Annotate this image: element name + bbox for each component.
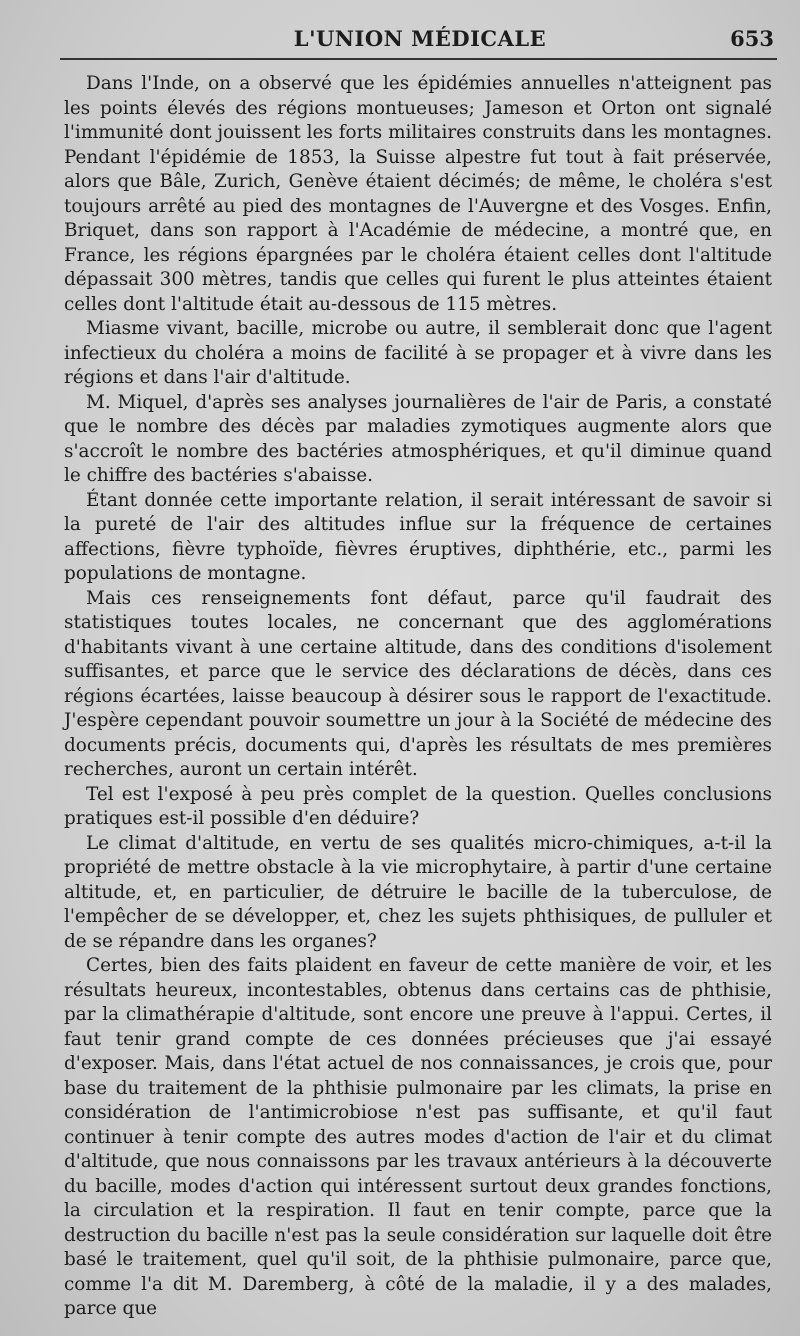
paragraph-1: Dans l'Inde, on a observé que les épidémies annuelles n'atteignent pas les points élevés des régions montueuses; Jameson et Orton ont signalé l'immunité dont jouissent les forts militaires construits dans les montagnes. Pendant l'épidémie de 1853, la Suisse alpestre fut tout à fait préservée, alors que Bâle, Zurich, Genève étaient décimés; de même, le choléra s'est toujours arrêté au pied des montagnes de l'Auvergne et des Vosges. Enfin, Briquet, dans son rapport à l'Académie de médecine, a montré que, en France, les régions épargnées par le choléra étaient celles dont l'altitude dépassait 300 mètres, tandis que celles qui furent le plus atteintes étaient celles dont l'altitude était au-dessous de 115 mètres.	[64, 73, 772, 315]
paragraph-7: Le climat d'altitude, en vertu de ses qualités micro-chimiques, a-t-il la propriété de mettre obstacle à la vie microphytaire, à partir d'une certaine altitude, et, en particulier, de détruire le bacille de la tuberculose, de l'empêcher de se développer, et, chez les sujets phthisiques, de pulluler et de se répandre dans les organes?	[64, 832, 772, 952]
paragraph-3: M. Miquel, d'après ses analyses journalières de l'air de Paris, a constaté que le nombre des décès par maladies zymotiques augmente alors que s'accroît le nombre des bactéries atmosphériques, et qu'il diminue quand le chiffre des bactéries s'abaisse.	[64, 391, 772, 486]
header-rule	[60, 58, 777, 60]
paragraph-4: Étant donnée cette importante relation, il serait intéressant de savoir si la pureté de l'air des altitudes influe sur la fréquence de certaines affections, fièvre typhoïde, fièvres éruptives, diphthérie, etc., parmi les populations de montagne.	[64, 489, 772, 584]
paragraph-6: Tel est l'exposé à peu près complet de la question. Quelles conclusions pratiques est-il possible d'en déduire?	[64, 783, 772, 829]
running-title: L'UNION MÉDICALE	[293, 26, 547, 51]
body-text	[64, 72, 772, 1322]
page-header	[60, 22, 780, 62]
paragraph-2: Miasme vivant, bacille, microbe ou autre, il semblerait donc que l'agent infectieux du choléra a moins de facilité à se propager et à vivre dans les régions et dans l'air d'altitude.	[64, 318, 772, 388]
page-number: 653	[730, 26, 774, 51]
paragraph-8: Certes, bien des faits plaident en faveur de cette manière de voir, et les résultats heureux, incontestables, obtenus dans certains cas de phthisie, par la climathérapie d'altitude, sont encore une preuve à l'appui. Certes, il faut tenir grand compte de ces données précieuses que j'ai essayé d'exposer. Mais, dans l'état actuel de nos connaissances, je crois que, pour base du traitement de la phthisie pulmonaire par les climats, la prise en considération de l'antimicrobiose n'est pas suffisante, et qu'il faut continuer à tenir compte des autres modes d'action de l'air et du climat d'altitude, que nous connaissons par les travaux antérieurs à la découverte du bacille, modes d'action qui intéressent surtout deux grandes fonctions, la circulation et la respiration. Il faut en tenir compte, parce que la destruction du bacille n'est pas la seule considération sur laquelle doit être basé le traitement, quel qu'il soit, de la phthisie pulmonaire, parce que, comme l'a dit M. Daremberg, à côté de la maladie, il y a des malades, parce que	[64, 955, 772, 1319]
paragraph-5: Mais ces renseignements font défaut, parce qu'il faudrait des statistiques toutes locales, ne concernant que des agglomérations d'habitants vivant à une certaine altitude, dans des conditions d'isolement suffisantes, et parce que le service des déclarations de décès, dans ces régions écartées, laisse beaucoup à désirer sous le rapport de l'exactitude. J'espère cependant pouvoir soumettre un jour à la Société de médecine des documents précis, documents qui, d'après les résultats de mes premières recherches, auront un certain intérêt.	[64, 587, 772, 780]
